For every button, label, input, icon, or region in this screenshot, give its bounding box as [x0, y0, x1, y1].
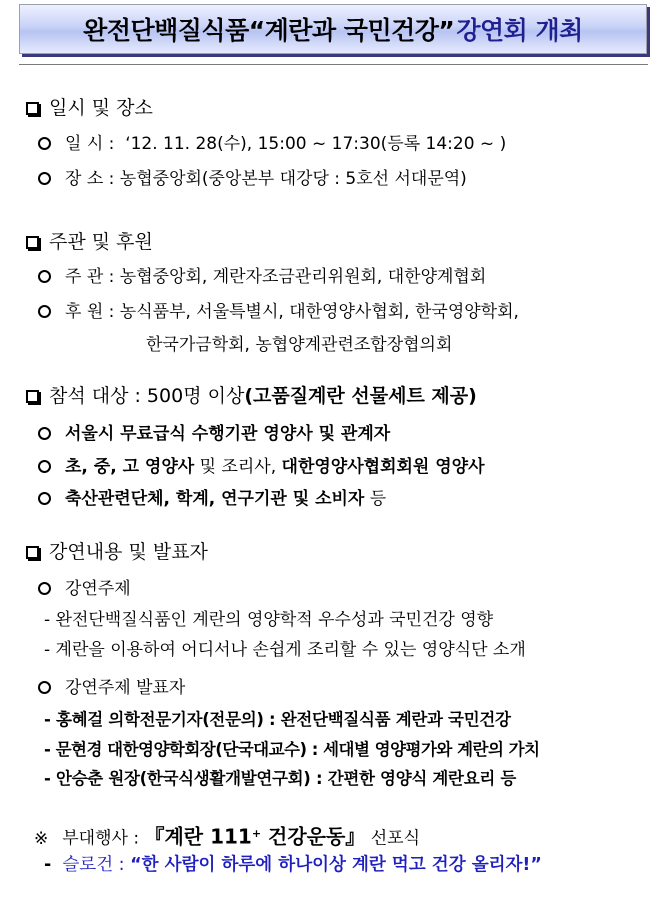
item-label: 장 소 : [65, 169, 115, 189]
circle-bullet-icon [38, 427, 51, 440]
item-value: 농협중앙회, 계란자조금관리위원회, 대한양계협회 [119, 267, 487, 287]
title-main: 완전단백질식품“계란과 국민건강” [83, 16, 455, 45]
presenter-heading [38, 677, 185, 699]
topic-heading [38, 578, 131, 600]
square-bullet-icon [26, 102, 39, 115]
attendee-text: 서울시 무료급식 수행기관 영양사 및 관계자 [65, 424, 391, 444]
presenter-item: - 홍혜걸 의학전문기자(전문의) : 완전단백질식품 계란과 국민건강 [44, 710, 511, 729]
sponsor-continuation: 한국가금학회, 농협양계관련조합장협의회 [146, 335, 453, 355]
slogan-text: “한 사람이 하루에 하나이상 계란 먹고 건강 올리자!” [130, 855, 542, 875]
sub-heading: 강연주제 발표자 [65, 678, 186, 698]
attendee-text: 대한영양사협회회원 영양사 [281, 457, 485, 477]
attendee-text: 초, 중, 고 영양사 [65, 457, 195, 477]
campaign-name: 건강운동』 [261, 824, 366, 849]
side-event-suffix: 선포식 [370, 828, 420, 849]
datetime-item [38, 133, 506, 155]
section-heading: 참석 대상 : 500명 이상 [49, 385, 245, 407]
attendee-text: 및 조리사, [194, 457, 282, 477]
page-title [19, 4, 647, 54]
item-value: ‘12. 11. 28(수), 15:00 ~ 17:30(등록 14:20 ~ ) [125, 134, 507, 154]
circle-bullet-icon [38, 492, 51, 505]
topic-item: - 계란을 이용하여 어디서나 손쉽게 조리할 수 있는 영양식단 소개 [44, 640, 526, 660]
side-event [34, 820, 420, 853]
slogan-dash: - [44, 855, 52, 875]
campaign-name: 『계란 111 [144, 824, 252, 849]
item-value: 농식품부, 서울특별시, 대한영양사협회, 한국영양학회, [119, 302, 519, 322]
item-label: 일 시 : [65, 134, 115, 154]
topic-item: - 완전단백질식품인 계란의 영양학적 우수성과 국민건강 영향 [44, 610, 494, 630]
square-bullet-icon [26, 236, 39, 249]
section-heading: 일시 및 장소 [49, 97, 153, 119]
sub-heading: 강연주제 [65, 579, 131, 599]
section-datetime-place [26, 97, 153, 119]
slogan-label: 슬로건 : [62, 855, 125, 875]
square-bullet-icon [26, 546, 39, 559]
slogan [44, 854, 542, 876]
attendee-item [38, 423, 390, 445]
title-divider [19, 64, 648, 65]
gift-note: (고품질계란 선물세트 제공) [244, 385, 477, 407]
title-emphasis: 강연회 개최 [456, 16, 583, 45]
circle-bullet-icon [38, 681, 51, 694]
circle-bullet-icon [38, 305, 51, 318]
campaign-sup: + [251, 827, 262, 840]
presenter-item: - 문현경 대한영양학회장(단국대교수) : 세대별 영양평가와 계란의 가치 [44, 740, 540, 759]
place-item [38, 168, 467, 190]
item-value: 농협중앙회(중앙본부 대강당 : 5호선 서대문역) [119, 169, 467, 189]
section-heading: 주관 및 후원 [49, 231, 153, 253]
attendee-text: 축산관련단체, 학계, 연구기관 및 소비자 [65, 489, 365, 509]
section-heading: 강연내용 및 발표자 [49, 541, 208, 563]
presenter-item: - 안승춘 원장(한국식생활개발연구회) : 간편한 영양식 계란요리 등 [44, 769, 517, 788]
circle-bullet-icon [38, 582, 51, 595]
circle-bullet-icon [38, 460, 51, 473]
section-host-sponsor [26, 231, 153, 253]
reference-mark: ※ [34, 828, 49, 849]
host-item [38, 266, 486, 288]
item-label: 후 원 : [65, 302, 115, 322]
item-label: 주 관 : [65, 267, 115, 287]
circle-bullet-icon [38, 137, 51, 150]
side-event-label: 부대행사 : [62, 828, 140, 849]
circle-bullet-icon [38, 270, 51, 283]
attendee-item [38, 456, 485, 478]
attendee-text: 등 [364, 489, 387, 509]
square-bullet-icon [26, 390, 39, 403]
sponsor-item [38, 301, 519, 323]
attendee-item [38, 488, 386, 510]
section-attendees [26, 385, 477, 407]
section-lecture [26, 541, 208, 563]
circle-bullet-icon [38, 172, 51, 185]
